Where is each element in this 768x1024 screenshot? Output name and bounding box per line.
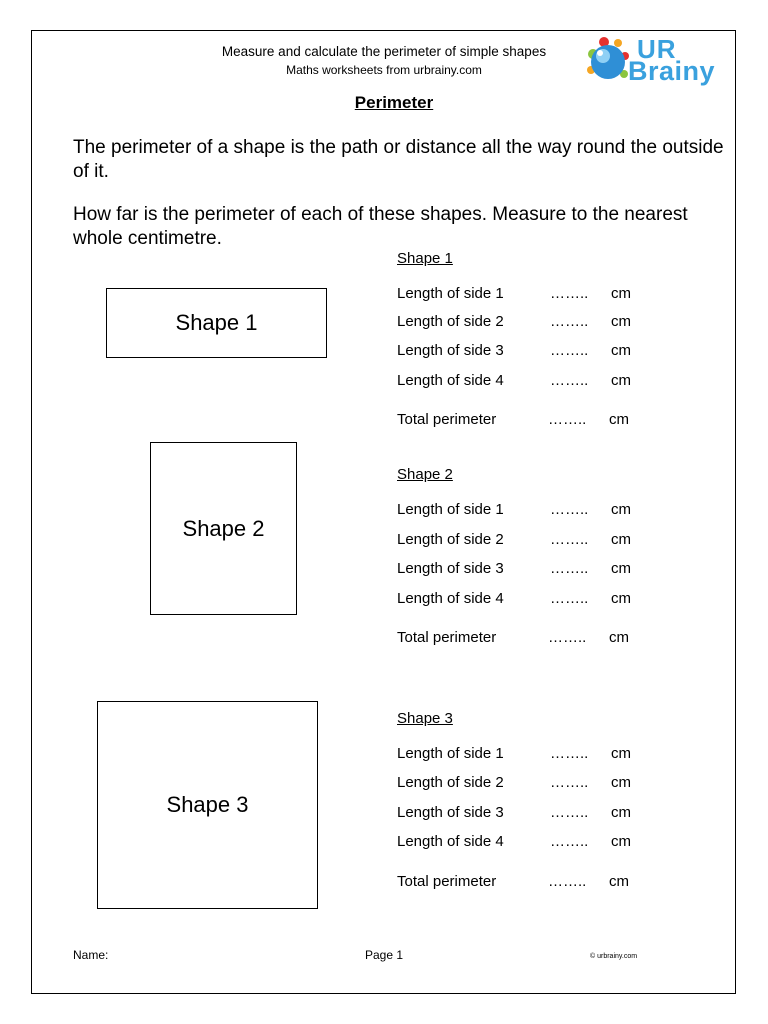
shape-2-rectangle	[150, 442, 297, 615]
total-label: Total perimeter	[397, 873, 497, 890]
shape-2-label: Shape 2	[182, 515, 265, 541]
total-label: Total perimeter	[397, 411, 497, 428]
unit-label: cm	[609, 411, 629, 428]
shape-1-side-3-row	[397, 342, 657, 360]
shape-2-total-row	[397, 629, 657, 647]
side-label: Length of side 2	[397, 313, 504, 330]
shape-3-rectangle	[97, 701, 318, 909]
answer-blank: ……..	[550, 313, 589, 330]
answer-blank: ……..	[550, 560, 589, 577]
shape-3-heading: Shape 3	[397, 710, 453, 727]
unit-label: cm	[611, 342, 631, 359]
side-label: Length of side 1	[397, 501, 504, 518]
side-label: Length of side 4	[397, 590, 504, 607]
copyright-notice: © urbrainy.com	[590, 953, 638, 960]
unit-label: cm	[611, 774, 631, 791]
answer-blank: ……..	[550, 342, 589, 359]
shape-1-heading: Shape 1	[397, 250, 453, 267]
answer-blank: ……..	[550, 590, 589, 607]
answer-blank: ……..	[548, 873, 587, 890]
shape-1-side-1-row	[397, 285, 657, 303]
unit-label: cm	[611, 372, 631, 389]
unit-label: cm	[611, 590, 631, 607]
side-label: Length of side 1	[397, 745, 504, 762]
shape-2-side-1-row	[397, 501, 657, 519]
shape-3-total-row	[397, 873, 657, 891]
unit-label: cm	[611, 501, 631, 518]
shape-2-side-2-row	[397, 531, 657, 549]
unit-label: cm	[611, 804, 631, 821]
page-heading: Perimeter	[354, 93, 434, 112]
unit-label: cm	[611, 745, 631, 762]
answer-blank: ……..	[550, 774, 589, 791]
answer-blank: ……..	[548, 629, 587, 646]
side-label: Length of side 3	[397, 560, 504, 577]
side-label: Length of side 2	[397, 531, 504, 548]
shape-1-label: Shape 1	[175, 310, 258, 335]
side-label: Length of side 4	[397, 833, 504, 850]
side-label: Length of side 3	[397, 804, 504, 821]
side-label: Length of side 4	[397, 372, 504, 389]
answer-blank: ……..	[550, 285, 589, 302]
worksheet-subtitle: Maths worksheets from urbrainy.com	[286, 63, 482, 77]
worksheet-title: Measure and calculate the perimeter of simple shapes	[221, 44, 547, 59]
side-label: Length of side 1	[397, 285, 504, 302]
unit-label: cm	[611, 833, 631, 850]
intro-text: The perimeter of a shape is the path or distance all the way round the outside of it.	[73, 137, 724, 182]
shape-2-side-3-row	[397, 560, 657, 578]
shape-3-side-3-row	[397, 804, 657, 822]
shape-1-side-2-row	[397, 313, 657, 331]
unit-label: cm	[611, 285, 631, 302]
answer-blank: ……..	[550, 501, 589, 518]
unit-label: cm	[609, 629, 629, 646]
shape-2-heading: Shape 2	[397, 466, 453, 483]
shape-1-side-4-row	[397, 372, 657, 390]
answer-blank: ……..	[550, 372, 589, 389]
answer-blank: ……..	[550, 833, 589, 850]
unit-label: cm	[611, 531, 631, 548]
page-number: Page 1	[365, 948, 404, 962]
unit-label: cm	[609, 873, 629, 890]
shape-3-side-1-row	[397, 745, 657, 763]
answer-blank: ……..	[550, 531, 589, 548]
logo-text-brainy: Brainy	[628, 56, 716, 86]
name-label: Name:	[73, 948, 109, 962]
side-label: Length of side 3	[397, 342, 504, 359]
shape-3-side-4-row	[397, 833, 657, 851]
shape-3-side-2-row	[397, 774, 657, 792]
unit-label: cm	[611, 560, 631, 577]
shape-1-rectangle	[106, 288, 327, 358]
urbrainy-logo	[584, 34, 734, 92]
answer-blank: ……..	[548, 411, 587, 428]
shape-2-side-4-row	[397, 590, 657, 608]
instruction-text: How far is the perimeter of each of these shapes. Measure to the nearest whole centimetre.	[73, 204, 688, 249]
shape-1-total-row	[397, 411, 657, 429]
side-label: Length of side 2	[397, 774, 504, 791]
shape-3-label: Shape 3	[166, 792, 249, 817]
answer-blank: ……..	[550, 804, 589, 821]
unit-label: cm	[611, 313, 631, 330]
answer-blank: ……..	[550, 745, 589, 762]
total-label: Total perimeter	[397, 629, 497, 646]
logo-text-ur: UR	[637, 34, 677, 64]
